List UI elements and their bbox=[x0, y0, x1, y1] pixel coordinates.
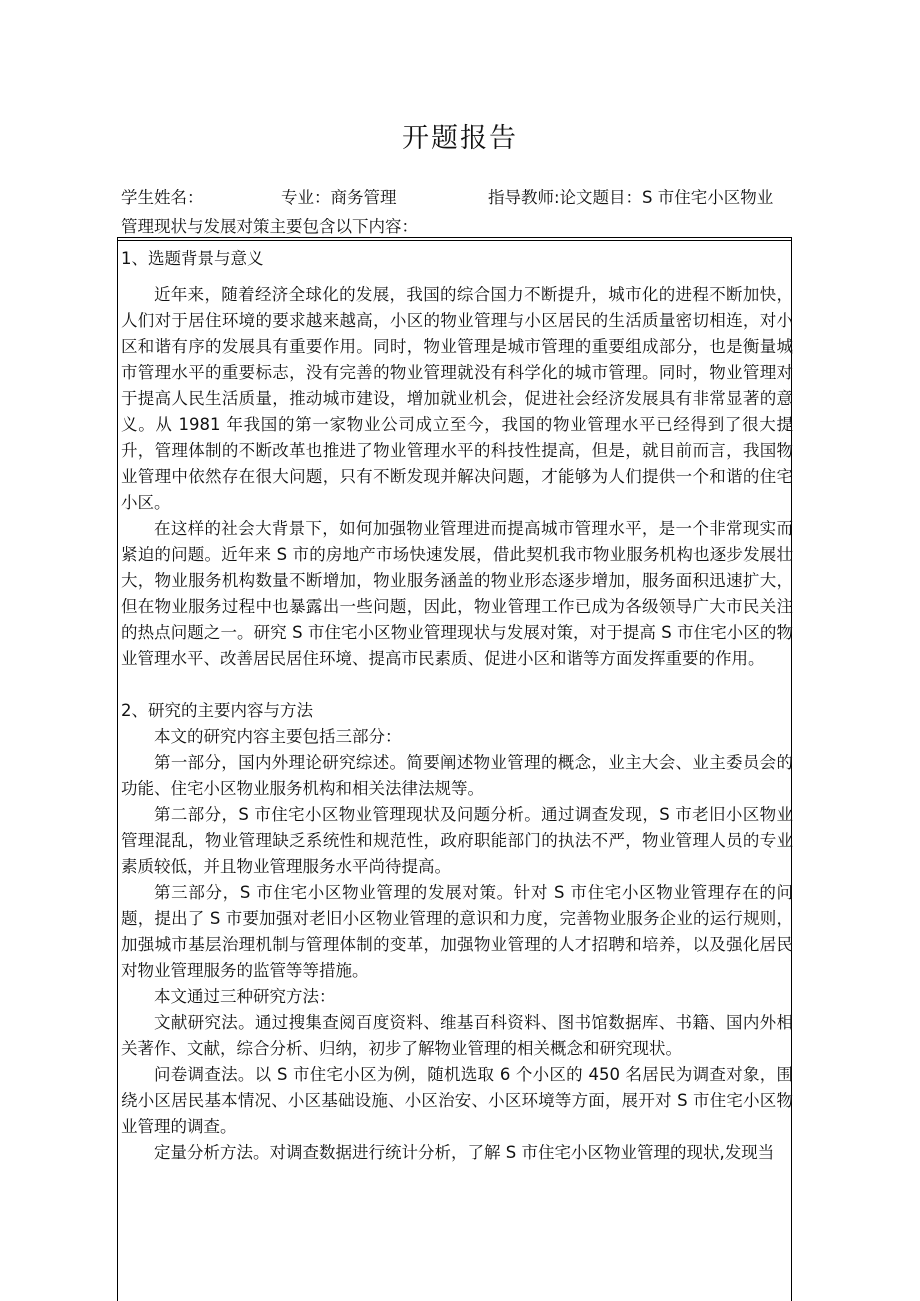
paragraph: 文献研究法。通过搜集查阅百度资料、维基百科资料、图书馆数据库、书籍、国内外相关著作、文献，综合分析、归纳，初步了解物业管理的相关概念和研究现状。 bbox=[121, 1013, 793, 1058]
page-title: 开题报告 bbox=[402, 123, 518, 154]
paragraph: 在这样的社会大背景下，如何加强物业管理进而提高城市管理水平，是一个非常现实而紧迫的问题。近年来 S 市的房地产市场快速发展，借此契机我市物业服务机构也逐步发展壮大，物业服务机构数量不断增加，物业服务涵盖的物业形态逐步增加，服务面积迅速扩大，但在物业服务过程中也暴露出一些问题，因此，物业管理工作已成为各级领导广大市民关注的热点问题之一。研究 S 市住宅小区物业管理现状与发展对策，对于提高 S 市住宅小区的物业管理水平、改善居民居住环境、提高市民素质、促进小区和谐等方面发挥重要的作用。 bbox=[121, 519, 793, 668]
frame-double-rule bbox=[117, 240, 792, 241]
topic-continued: 管理现状与发展对策主要包含以下内容： bbox=[121, 217, 418, 236]
paragraph: 问卷调查法。以 S 市住宅小区为例，随机选取 6 个小区的 450 名居民为调查对象，围绕小区居民基本情况、小区基础设施、小区治安、小区环境等方面，展开对 S 市住宅小区物业管理的调查。 bbox=[121, 1065, 793, 1136]
advisor-topic-label: 指导教师:论文题目：S 市住宅小区物业 bbox=[488, 188, 774, 207]
paragraph: 近年来，随着经济全球化的发展，我国的综合国力不断提升，城市化的进程不断加快，人们对于居住环境的要求越来越高，小区的物业管理与小区居民的生活质量密切相连，对小区和谐有序的发展具有重要作用。同时，物业管理是城市管理的重要组成部分，也是衡量城市管理水平的重要标志，没有完善的物业管理就没有科学化的城市管理。同时，物业管理对于提高人民生活质量，推动城市建设，增加就业机会，促进社会经济发展具有非常显著的意义。从 1981 年我国的第一家物业公司成立至今，我国的物业管理水平已经得到了很大提升，管理体制的不断改革也推进了物业管理水平的科技性提高，但是，就目前而言，我国物业管理中依然存在很大问题，只有不断发现并解决问题，才能够为人们提供一个和谐的住宅小区。 bbox=[121, 285, 793, 512]
paragraph: 第三部分，S 市住宅小区物业管理的发展对策。针对 S 市住宅小区物业管理存在的问题，提出了 S 市要加强对老旧小区物业管理的意识和力度，完善物业服务企业的运行规则，加强城市基层治理机制与管理体制的变革，加强物业管理的人才招聘和培养，以及强化居民对物业管理服务的监管等等措施。 bbox=[121, 883, 793, 980]
spacer bbox=[121, 672, 793, 698]
paragraph: 第二部分，S 市住宅小区物业管理现状及问题分析。通过调查发现，S 市老旧小区物业管理混乱，物业管理缺乏系统性和规范性，政府职能部门的执法不严，物业管理人员的专业素质较低，并且物业管理服务水平尚待提高。 bbox=[121, 805, 793, 876]
report-body bbox=[121, 246, 793, 1166]
major-label: 专业：商务管理 bbox=[281, 188, 397, 207]
paragraph: 本文的研究内容主要包括三部分： bbox=[154, 727, 402, 746]
paragraph: 本文通过三种研究方法： bbox=[154, 987, 336, 1006]
student-name-label: 学生姓名： bbox=[121, 188, 204, 207]
paragraph: 定量分析方法。对调查数据进行统计分析，了解 S 市住宅小区物业管理的现状,发现当 bbox=[154, 1143, 775, 1162]
paragraph: 第一部分，国内外理论研究综述。简要阐述物业管理的概念，业主大会、业主委员会的功能、住宅小区物业服务机构和相关法律法规等。 bbox=[121, 753, 793, 798]
section-heading: 1、选题背景与意义 bbox=[121, 249, 264, 268]
section-heading: 2、研究的主要内容与方法 bbox=[121, 701, 313, 720]
